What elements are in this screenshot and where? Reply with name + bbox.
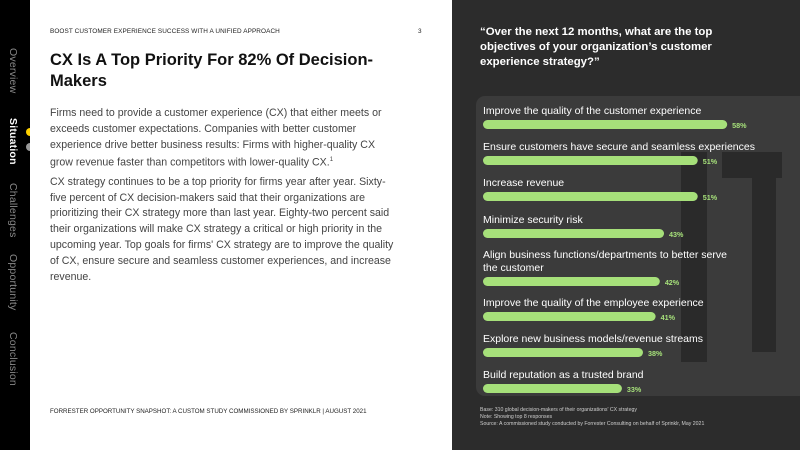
page-number: 3 (418, 28, 422, 35)
bar (483, 120, 727, 129)
bar-label: Improve the quality of the employee experience (483, 297, 704, 309)
bar-label: Explore new business models/revenue streams (483, 333, 704, 345)
survey-question: “Over the next 12 months, what are the top objectives of your organization’s customer experience strategy?” (480, 26, 713, 68)
bar (483, 156, 698, 165)
note-source: Source: A commissioned study conducted by Forrester Consulting on behalf of Sprinklr, May 2021 (480, 421, 705, 427)
note-base: Base: 310 global decision-makers of their organizations' CX strategy (480, 407, 637, 413)
bar-label: Minimize security risk (483, 214, 583, 226)
bar-value-label: 33% (626, 385, 642, 394)
bar-value-label: 41% (660, 313, 676, 322)
body-text (50, 106, 400, 288)
bar (483, 384, 622, 393)
note-response: Note: Showing top 8 responses (480, 414, 553, 420)
nav-opportunity[interactable]: Opportunity (7, 254, 19, 311)
bar-label: Ensure customers have secure and seamless experiences (483, 141, 755, 153)
bar-value-label: 51% (702, 157, 718, 166)
bar-value-label: 51% (702, 193, 718, 202)
bar-value-label: 58% (732, 121, 747, 130)
bar-label: Improve the quality of the customer experience (483, 105, 702, 117)
bar-value-label: 38% (647, 349, 663, 358)
nav-conclusion[interactable]: Conclusion (7, 332, 19, 386)
bar (483, 348, 643, 357)
bar-value-label: 42% (664, 278, 680, 287)
paragraph-1-text: Firms need to provide a customer experience (CX) that either meets or exceeds customer expectations. Companies with better customer experience drive better business results: Firms with higher-quality CX grow revenue faster than competitors with lower-quality CX. (50, 107, 382, 169)
bar-label: Increase revenue (483, 177, 565, 189)
bar (483, 229, 664, 238)
nav-overview[interactable]: Overview (7, 48, 19, 94)
bar (483, 277, 660, 286)
chart-panel (452, 0, 800, 450)
bar-label: Build reputation as a trusted brand (483, 369, 644, 381)
running-header: BOOST CUSTOMER EXPERIENCE SUCCESS WITH A UNIFIED APPROACH (50, 28, 280, 35)
footer-text: FORRESTER OPPORTUNITY SNAPSHOT: A CUSTOM STUDY COMMISSIONED BY SPRINKLR | AUGUST 2021 (50, 408, 367, 415)
paragraph-1 (50, 106, 400, 172)
bar-label: Align business functions/departments to better serve the customer (483, 249, 727, 274)
footnote-ref[interactable]: 1 (329, 157, 334, 164)
bar (483, 192, 698, 201)
paragraph-2: CX strategy continues to be a top priority for firms year after year. Sixty-five percent of CX decision-makers said that their organizations are prioritizing their CX strategy more than last year. Eighty-two percent said their organizations will make CX strategy a critical or high priority in the upcoming year. Top goals for firms' CX strategy are to improve the quality of CX, ensure secure and seamless customer experiences, and increase revenue. (50, 175, 394, 283)
chart-notes (480, 407, 704, 428)
nav-situation[interactable]: Situation (7, 118, 19, 165)
sidebar-nav (0, 0, 30, 450)
nav-challenges[interactable]: Challenges (7, 183, 19, 238)
page-title: CX Is A Top Priority For 82% Of Decision-Makers (50, 51, 374, 90)
bar-value-label: 43% (669, 230, 684, 239)
bar (483, 312, 656, 321)
bar-chart (452, 0, 800, 450)
